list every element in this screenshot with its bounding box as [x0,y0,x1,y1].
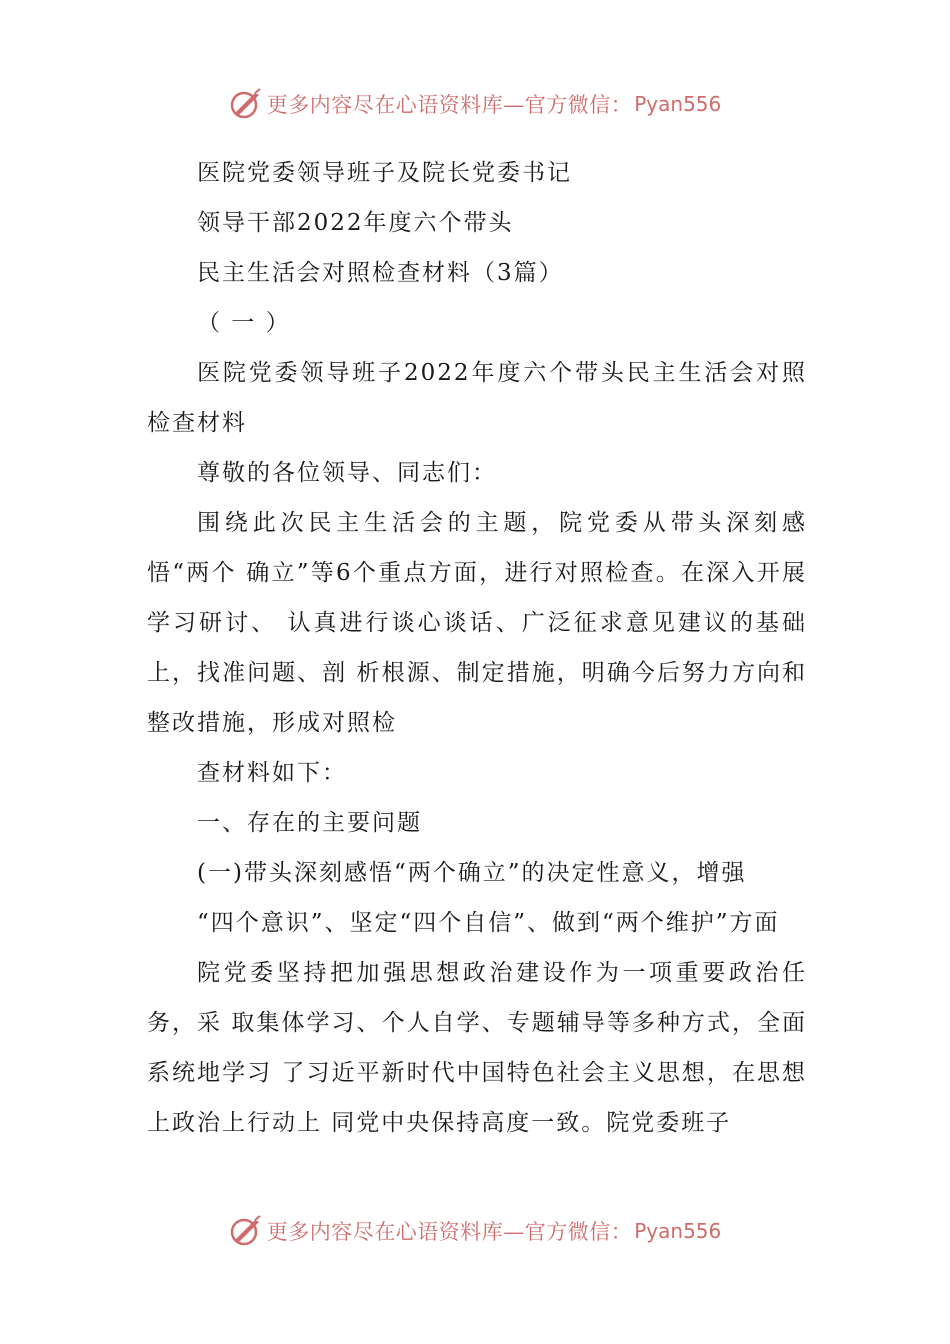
document-body [147,148,807,1148]
intro-paragraph: 围绕此次民主生活会的主题，院党委从带头深刻感悟“两个 确立”等6个重点方面，进行对照检查。在深入开展学习研讨、 认真进行谈心谈话、广泛征求意见建议的基础上，找准问题、剖 析根源、制定措施，明确今后努力方向和整改措施，形成对照检 [147,510,807,736]
watermark-wechat-id: Pyan556 [634,1219,722,1243]
pen-logo-icon [229,1214,263,1248]
pen-logo-icon [229,87,263,121]
heading-problems: 一、存在的主要问题 [197,810,422,836]
section-number: （ 一 ） [197,310,291,336]
salutation: 尊敬的各位领导、同志们： [197,460,497,486]
subheading-1-line1: (一)带头深刻感悟“两个确立”的决定性意义，增强 [197,860,747,886]
body-paragraph: 院党委坚持把加强思想政治建设作为一项重要政治任务，采 取集体学习、个人自学、专题辅导等多种方式，全面系统地学习 了习近平新时代中国特色社会主义思想，在思想上政治上行动上 同党中央保持高度一致。院党委班子 [147,960,807,1136]
watermark-banner-bottom [0,1211,950,1251]
watermark-text: 更多内容尽在心语资料库—官方微信： [266,1220,633,1244]
watermark-wechat-id: Pyan556 [634,92,722,116]
intro-continuation: 查材料如下： [197,760,347,786]
watermark-banner-top [0,84,950,124]
subheading-1-line2: “四个意识”、坚定“四个自信”、做到“两个维护”方面 [197,910,780,936]
title-line-3: 民主生活会对照检查材料（3篇） [197,260,564,286]
document-subtitle: 医院党委领导班子2022年度六个带头民主生活会对照检查材料 [147,360,807,436]
title-line-2: 领导干部2022年度六个带头 [197,210,514,236]
title-line-1: 医院党委领导班子及院长党委书记 [197,160,572,186]
watermark-text: 更多内容尽在心语资料库—官方微信： [266,93,633,117]
